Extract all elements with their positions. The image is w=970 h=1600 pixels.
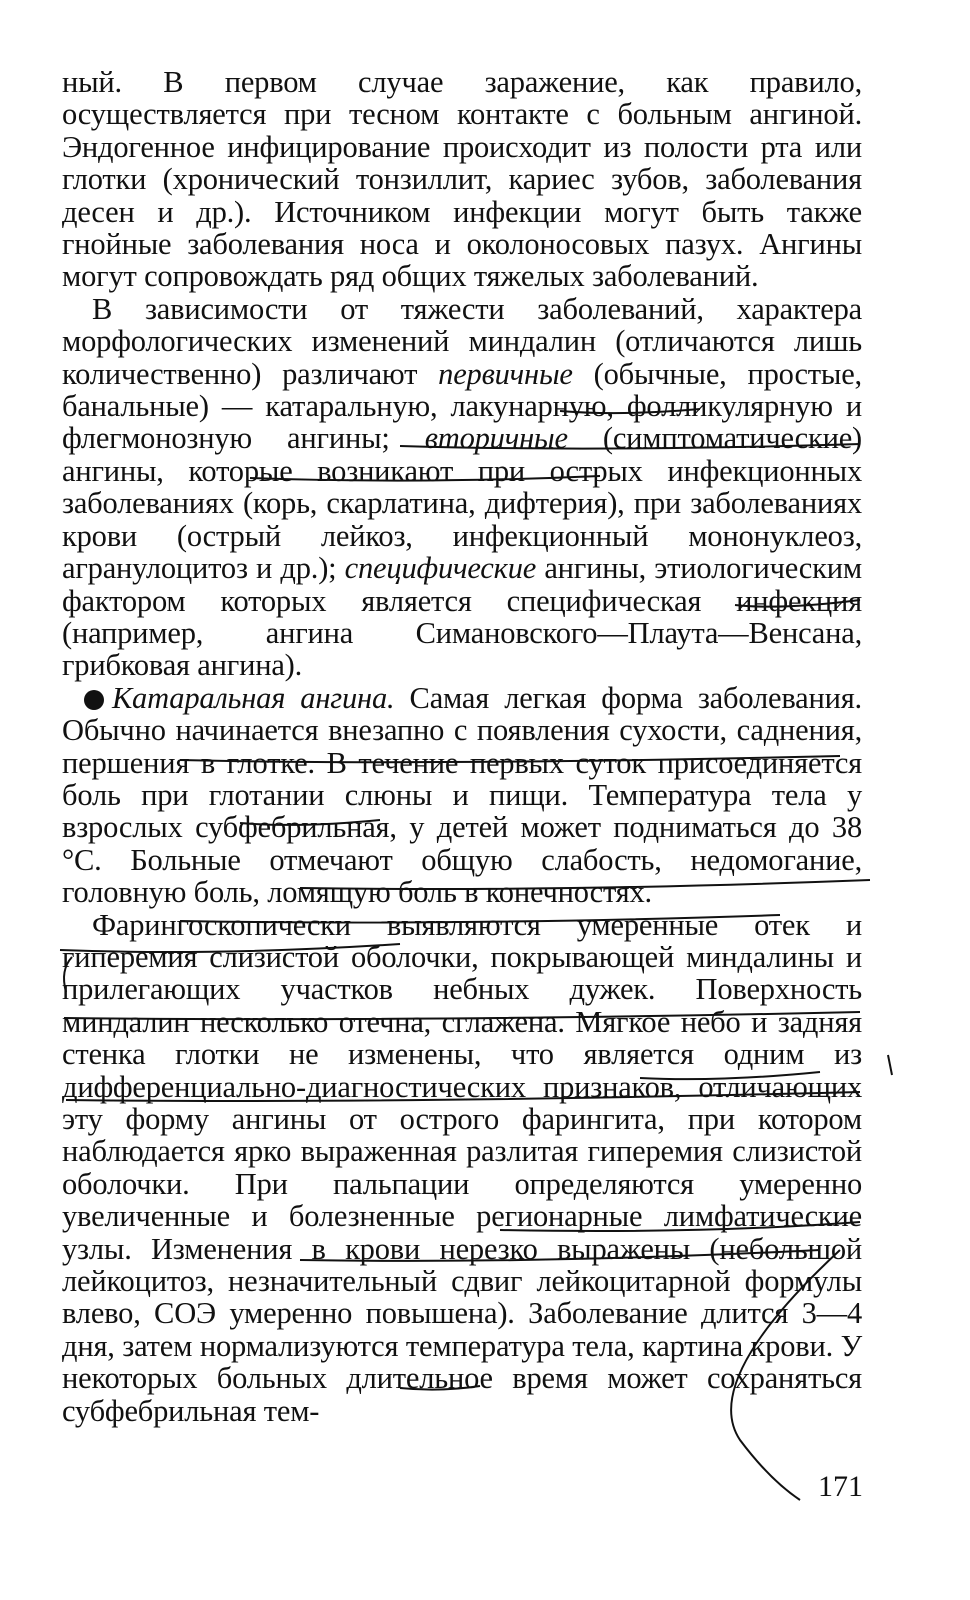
- term-secondary: вторичные: [424, 421, 568, 456]
- paragraph-3: [62, 682, 862, 909]
- paragraph-1: ный. В первом случае заражение, как правило, осуществляется при тесном контакте с больным ангиной. Эндогенное инфицирование происходит из полости рта или глотки (хронический тонзиллит, кариес зубов, заболевания десен и др.). Источником инфекции могут быть также гнойные заболевания носа и околоносовых пазух. Ангины могут сопровождать ряд общих тяжелых заболеваний.: [62, 65, 862, 294]
- page-number: 171: [818, 1470, 863, 1503]
- term-specific: специфические: [344, 551, 537, 586]
- term-primary: первичные: [438, 356, 573, 391]
- section-heading-catarrhal: Катаральная ангина.: [112, 680, 395, 715]
- paragraph-2-part: В зависимости от тяжести заболеваний, характера морфологических изменений миндалин (отличаются лишь количественно) различают: [62, 291, 862, 391]
- margin-tick-mark: [888, 1055, 892, 1075]
- paragraph-3-part: Самая легкая форма заболевания. Обычно начинается внезапно с появления сухости, саднения, першения в глотке. В течение первых суток присоединяется боль при глотании слюны и пищи. Температура тела у взрослых субфебрильная, у детей может подниматься до 38 °С. Больные отмечают общую слабость, недомогание, головную боль, ломящую боль в конечностях.: [62, 680, 862, 910]
- paragraph-2: [62, 293, 862, 682]
- bullet-mark-icon: [84, 690, 104, 710]
- document-page: [62, 66, 862, 1427]
- paragraph-2-part: ангины, этиологическим фактором которых является специфическая инфекция (например, ангина Симановского—Плаута—Венсана, грибковая ангина).: [62, 551, 862, 683]
- paragraph-2-part: (симптоматические) ангины, которые возникают при острых инфекционных заболеваниях (корь, скарлатина, дифтерия), при заболеваниях крови (острый лейкоз, инфекционный мононуклеоз, агранулоцитоз и др.);: [62, 421, 862, 586]
- paragraph-4: Фарингоскопически выявляются умеренные отек и гиперемия слизистой оболочки, покрывающей миндалины и прилегающих участков небных дужек. Поверхность миндалин несколько отечна, сглажена. Мягкое небо и задняя стенка глотки не изменены, что является одним из дифференциально-диагностических признаков, отличающих эту форму ангины от острого фарингита, при котором наблюдается ярко выраженная разлитая гиперемия слизистой оболочки. При пальпации определяются умеренно увеличенные и болезненные регионарные лимфатические узлы. Изменения в крови нерезко выражены (небольшой лейкоцитоз, незначительный сдвиг лейкоцитарной формулы влево, СОЭ умеренно повышена). Заболевание длится 3—4 дня, затем нормализуются температура тела, картина крови. У некоторых больных длительное время может сохраняться субфебрильная тем-: [62, 907, 862, 1428]
- paragraph-2-part: (обычные, простые, банальные) — катаральную, лакунарную, фолликулярную и флегмонозную ангины;: [62, 356, 862, 456]
